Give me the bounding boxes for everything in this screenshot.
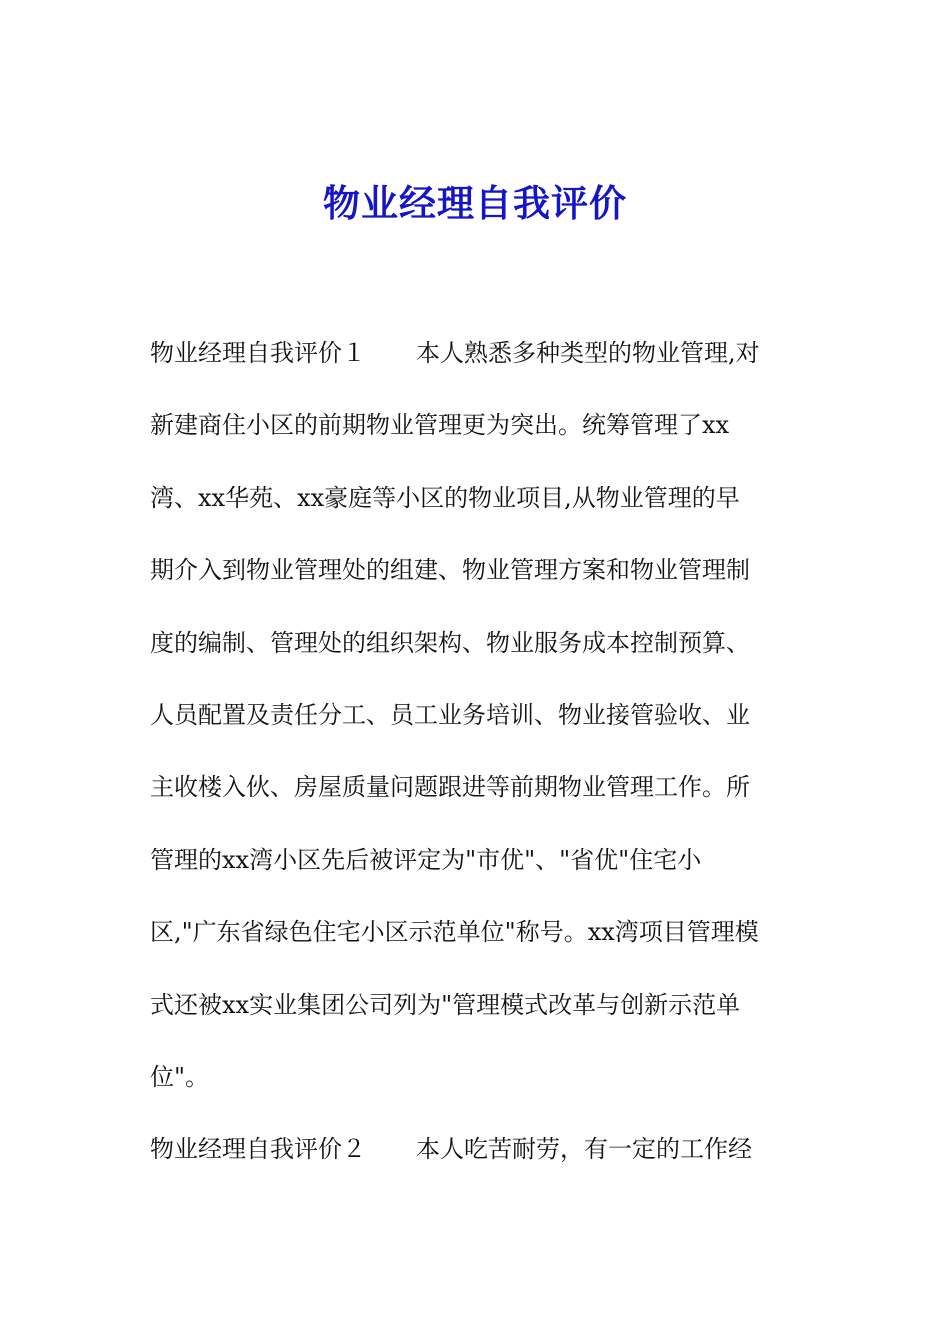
paragraph-line: 期介入到物业管理处的组建、物业管理方案和物业管理制 [150,556,750,585]
section-2-heading: 物业经理自我评价２ [150,1135,366,1164]
paragraph-line: 新建商住小区的前期物业管理更为突出。统筹管理了xx [150,411,730,440]
paragraph-line: 本人熟悉多种类型的物业管理,对 [416,339,760,367]
paragraph-line: 度的编制、管理处的组织架构、物业服务成本控制预算、 [150,628,750,657]
paragraph-line: 管理的xx湾小区先后被评定为"市优"、"省优"住宅小 [150,845,702,874]
section-1-first-line [150,329,820,401]
paragraph-line: 式还被xx实业集团公司列为"管理模式改革与创新示范单 [150,990,741,1019]
paragraph-line: 主收楼入伙、房屋质量问题跟进等前期物业管理工作。所 [150,773,750,802]
paragraph-line: 位"。 [150,1062,210,1091]
section-1-heading: 物业经理自我评价１ [150,339,366,367]
document-body [150,329,820,1198]
paragraph-line: 人员配置及责任分工、员工业务培训、物业接管验收、业 [150,700,750,729]
section-2-first-line [150,1125,820,1197]
document-title: 物业经理自我评价 [323,182,627,225]
paragraph-line: 区,"广东省绿色住宅小区示范单位"称号。xx湾项目管理模 [150,918,759,947]
paragraph-line: 本人吃苦耐劳，有一定的工作经 [416,1135,752,1164]
paragraph-line: 湾、xx华苑、xx豪庭等小区的物业项目,从物业管理的早 [150,483,740,512]
